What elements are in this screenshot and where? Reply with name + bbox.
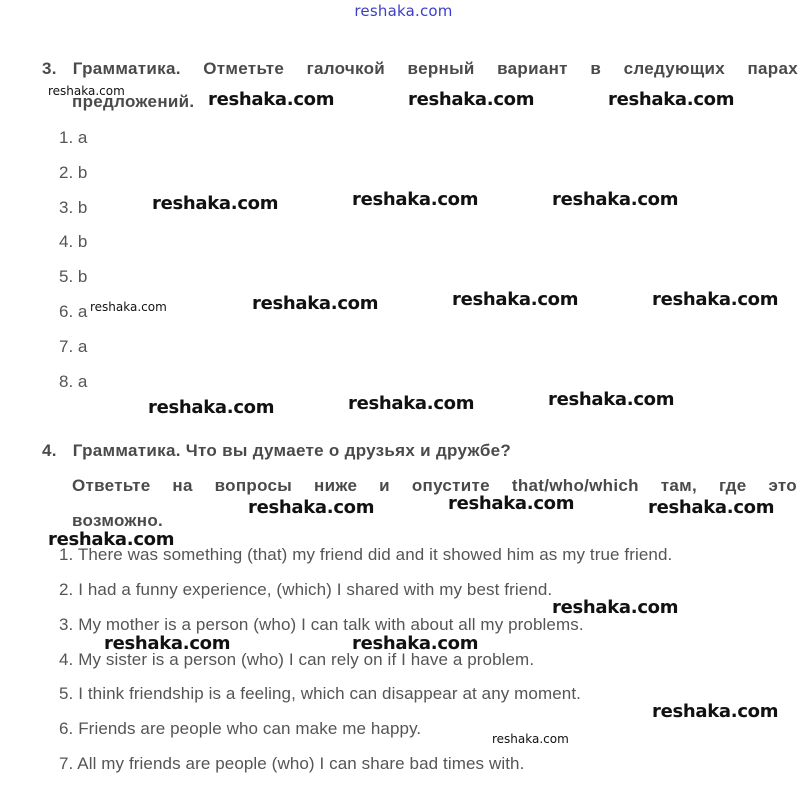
site-link[interactable]: reshaka.com	[354, 2, 453, 20]
watermark: reshaka.com	[652, 701, 779, 722]
answer-item: 1. a	[59, 128, 88, 147]
sentence-item: 5. I think friendship is a feeling, which can disappear at any moment.	[59, 684, 582, 703]
watermark: reshaka.com	[48, 529, 175, 550]
watermark: reshaka.com	[608, 89, 735, 110]
task4-heading	[42, 441, 511, 461]
watermark: reshaka.com	[152, 193, 279, 214]
watermark: reshaka.com	[452, 289, 579, 310]
watermark: reshaka.com	[104, 633, 231, 654]
answer-item: 3. b	[59, 198, 88, 217]
task4-title: Грамматика. Что вы думаете о друзьях и дружбе?	[72, 441, 512, 460]
task4-instruction	[72, 476, 797, 496]
sentence-item: 2. I had a funny experience, (which) I shared with my best friend.	[59, 580, 553, 599]
task3-number: 3.	[42, 59, 57, 78]
watermark: reshaka.com	[352, 189, 479, 210]
task3-title-text: Грамматика. Отметьте галочкой верный вариант в следующих парах	[72, 59, 798, 78]
sentence-item: 3. My mother is a person (who) I can talk with about all my problems.	[59, 615, 584, 634]
watermark: reshaka.com	[48, 84, 125, 98]
watermark: reshaka.com	[148, 397, 275, 418]
task3-title-line2: предложений.	[72, 92, 195, 111]
answer-item: 8. a	[59, 372, 88, 391]
sentence-item: 7. All my friends are people (who) I can share bad times with.	[59, 754, 525, 773]
watermark: reshaka.com	[352, 633, 479, 654]
sentence-item: 1. There was something (that) my friend did and it showed him as my true friend.	[59, 545, 673, 564]
watermark: reshaka.com	[208, 89, 335, 110]
sentence-item: 4. My sister is a person (who) I can rely on if I have a problem.	[59, 650, 535, 669]
watermark: reshaka.com	[348, 393, 475, 414]
watermark: reshaka.com	[248, 497, 375, 518]
watermark: reshaka.com	[648, 497, 775, 518]
answer-item: 6. a	[59, 302, 88, 321]
answer-item: 7. a	[59, 337, 88, 356]
answer-item: 4. b	[59, 232, 88, 251]
task4-instruction-line1: Ответьте на вопросы ниже и опустите that/who/which там, где это	[72, 476, 797, 495]
watermark: reshaka.com	[552, 189, 679, 210]
task3-heading	[42, 59, 798, 79]
watermark: reshaka.com	[252, 293, 379, 314]
task3-title-line1	[42, 59, 798, 79]
task4-instruction-line2: возможно.	[72, 511, 164, 530]
watermark: reshaka.com	[552, 597, 679, 618]
watermark: reshaka.com	[90, 300, 167, 314]
watermark: reshaka.com	[408, 89, 535, 110]
watermark: reshaka.com	[548, 389, 675, 410]
sentence-item: 6. Friends are people who can make me happy.	[59, 719, 422, 738]
watermark: reshaka.com	[652, 289, 779, 310]
answer-item: 5. b	[59, 267, 88, 286]
watermark: reshaka.com	[492, 732, 569, 746]
task4-number: 4.	[42, 441, 57, 460]
watermark: reshaka.com	[448, 493, 575, 514]
answer-item: 2. b	[59, 163, 88, 182]
